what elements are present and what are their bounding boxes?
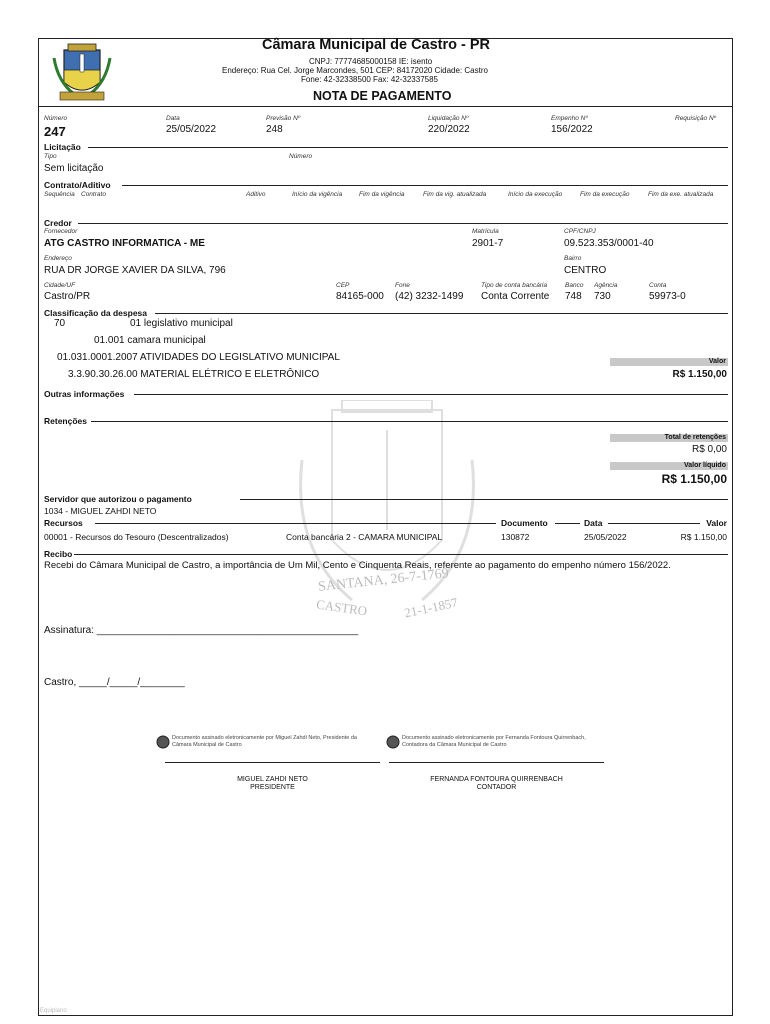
cnpj-line: CNPJ: 77774685000158 IE: isento — [309, 57, 433, 66]
signature-line-right — [389, 762, 604, 763]
conta-bancaria-value: Conta bancária 2 - CAMARA MUNICIPAL — [286, 532, 443, 542]
total-retencoes-header: Total de retenções — [610, 434, 728, 442]
servidor-value: 1034 - MIGUEL ZAHDI NETO — [44, 506, 157, 516]
chamber-title: Câmara Municipal de Castro - PR — [262, 37, 491, 53]
fornecedor-value: ATG CASTRO INFORMATICA - ME — [44, 238, 205, 249]
tipo-conta-label: Tipo de conta bancária — [481, 282, 548, 289]
cidade-value: Castro/PR — [44, 291, 91, 302]
documento-header: Documento — [501, 518, 548, 528]
recursos-rule-1 — [95, 523, 496, 524]
classificacao-rule — [155, 313, 728, 314]
credor-rule — [78, 223, 728, 224]
recursos-section: Recursos — [44, 518, 83, 528]
valor-header: Valor — [610, 358, 728, 366]
contrato-rule — [122, 185, 728, 186]
credor-section: Credor — [44, 218, 72, 228]
servidor-rule — [240, 499, 728, 500]
conta-value: 59973-0 — [649, 291, 686, 302]
fim-exe-atualizada-label: Fim da exe. atualizada — [648, 191, 714, 198]
numero-value: 247 — [44, 124, 66, 139]
watermark-text-right: 21-1-1857 — [402, 594, 460, 621]
data-rec-value: 25/05/2022 — [584, 532, 627, 542]
cpf-value: 09.523.353/0001-40 — [564, 238, 654, 249]
matricula-value: 2901-7 — [472, 238, 504, 249]
signer-left-name: MIGUEL ZAHDI NETO — [237, 776, 308, 783]
bairro-value: CENTRO — [564, 265, 607, 276]
cpf-label: CPF/CNPJ — [564, 228, 596, 235]
tipo-value: Sem licitação — [44, 163, 104, 174]
licitacao-rule — [88, 147, 728, 148]
phone-line: Fone: 42-32338500 Fax: 42-32337585 — [301, 75, 438, 84]
licitacao-numero-label: Número — [289, 153, 313, 160]
licitacao-section: Licitação — [44, 142, 81, 152]
inicio-execucao-label: Início da execução — [508, 191, 563, 198]
matricula-label: Matrícula — [472, 228, 499, 235]
endereco-label: Endereço — [44, 255, 72, 262]
outras-rule — [134, 394, 728, 395]
contrato-section: Contrato/Aditivo — [44, 180, 111, 190]
contrato-label: Contrato — [81, 191, 106, 198]
recursos-rule-3 — [608, 523, 700, 524]
recibo-section: Recibo — [44, 549, 73, 559]
documento-value: 130872 — [501, 532, 530, 542]
tipo-label: Tipo — [44, 153, 57, 160]
signature-stamp-left: Documento assinado eletronicamente por Miguel Zahdi Neto, Presidente da Câmara Municipal de Castro — [172, 735, 357, 748]
watermark-text-top: SANTANA, 26-7-1769 — [317, 566, 450, 595]
agencia-label: Agência — [594, 282, 618, 289]
fone-label: Fone — [395, 282, 410, 289]
recibo-text: Recebi do Câmara Municipal de Castro, a importância de Um Mil, Cento e Cinquenta Reais, referente ao pagamento do empenho número 156/2022. — [44, 560, 671, 571]
tipo-conta-value: Conta Corrente — [481, 291, 550, 302]
numero-label: Número — [44, 115, 68, 122]
document-title: NOTA DE PAGAMENTO — [313, 89, 452, 103]
watermark-text-left: CASTRO — [315, 596, 369, 619]
cep-label: CEP — [336, 282, 350, 289]
servidor-section: Servidor que autorizou o pagamento — [44, 494, 192, 504]
class-l1-text: 01 legislativo municipal — [130, 318, 233, 329]
requisicao-label: Requisição Nº — [675, 115, 717, 122]
cidade-label: Cidade/UF — [44, 282, 76, 289]
recurso-value: 00001 - Recursos do Tesouro (Descentralizados) — [44, 532, 229, 542]
class-l4-text: 3.3.90.30.26.00 MATERIAL ELÉTRICO E ELETRÔNICO — [68, 369, 320, 380]
local-data-line: Castro, _____/_____/________ — [44, 677, 185, 688]
signer-left-role: PRESIDENTE — [250, 784, 295, 791]
valor-value: R$ 1.150,00 — [672, 369, 727, 380]
retencoes-section: Retenções — [44, 416, 87, 426]
fim-execucao-label: Fim da execução — [580, 191, 630, 198]
total-retencoes-value: R$ 0,00 — [691, 444, 727, 455]
previsao-value: 248 — [266, 124, 283, 135]
conta-label: Conta — [649, 282, 667, 289]
header-divider — [38, 106, 733, 107]
liquidacao-label: Liquidação Nº — [428, 115, 469, 122]
valor-liquido-value: R$ 1.150,00 — [661, 472, 727, 486]
empenho-value: 156/2022 — [551, 124, 593, 135]
seal-icon-left — [156, 735, 170, 749]
agencia-value: 730 — [594, 291, 611, 302]
valor-rec-value: R$ 1.150,00 — [680, 532, 727, 542]
recibo-rule — [74, 554, 728, 555]
fone-value: (42) 3232-1499 — [395, 291, 464, 302]
cep-value: 84165-000 — [336, 291, 384, 302]
recursos-rule-2 — [555, 523, 580, 524]
previsao-label: Previsão Nº — [266, 115, 301, 122]
fim-vigencia-label: Fim da vigência — [359, 191, 405, 198]
data-value: 25/05/2022 — [166, 124, 217, 135]
fim-vig-atualizada-label: Fim da vig. atualizada — [423, 191, 487, 198]
endereco-value: RUA DR JORGE XAVIER DA SILVA, 796 — [44, 265, 226, 276]
valor-rec-header: Valor — [706, 518, 727, 528]
signature-line-left — [165, 762, 380, 763]
seal-icon-right — [386, 735, 400, 749]
banco-label: Banco — [565, 282, 584, 289]
assinatura-line: Assinatura: _______________________________________________ — [44, 625, 359, 636]
inicio-vigencia-label: Início da vigência — [292, 191, 343, 198]
bairro-label: Bairro — [564, 255, 582, 262]
watermark-crest — [282, 400, 492, 630]
data-header: Data — [584, 518, 603, 528]
liquidacao-value: 220/2022 — [428, 124, 470, 135]
banco-value: 748 — [565, 291, 582, 302]
class-l2-text: 01.001 camara municipal — [94, 335, 206, 346]
signer-right-name: FERNANDA FONTOURA QUIRRENBACH — [430, 776, 563, 783]
class-l3-text: 01.031.0001.2007 ATIVIDADES DO LEGISLATIVO MUNICIPAL — [57, 352, 340, 363]
signature-stamp-right: Documento assinado eletronicamente por Fernanda Fontoura Quirrenbach, Contadora da Câmara Municipal de Castro — [402, 735, 586, 748]
sequencia-label: Sequência — [44, 191, 75, 198]
data-label: Data — [166, 115, 180, 122]
classificacao-section: Classificação da despesa — [44, 308, 148, 318]
outras-section: Outras informações — [44, 389, 125, 399]
signer-right-role: CONTADOR — [476, 784, 517, 791]
valor-liquido-header: Valor líquido — [610, 462, 728, 470]
coat-of-arms-logo — [50, 42, 114, 104]
class-l1-code: 70 — [54, 318, 66, 329]
fornecedor-label: Fornecedor — [44, 228, 78, 235]
address-line: Endereço: Rua Cel. Jorge Marcondes, 501 CEP: 84172020 Cidade: Castro — [222, 66, 488, 75]
footer-brand: Equiplano — [40, 1008, 67, 1014]
empenho-label: Empenho Nº — [551, 115, 588, 122]
aditivo-label: Aditivo — [246, 191, 266, 198]
